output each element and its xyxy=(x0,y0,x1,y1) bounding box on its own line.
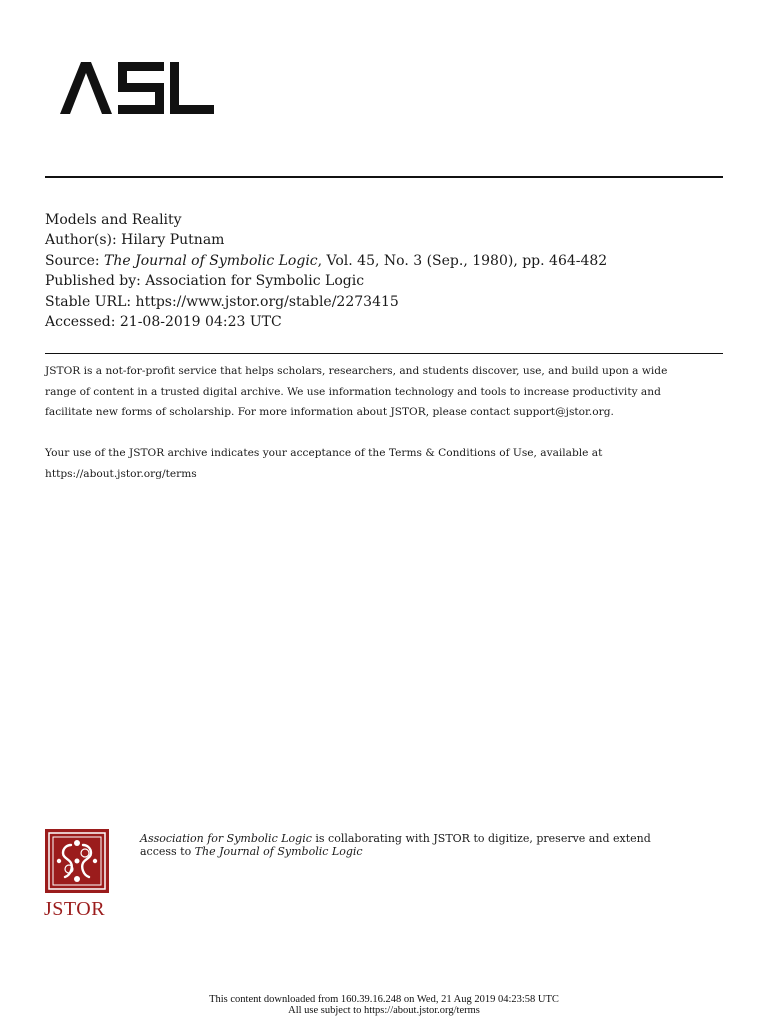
collab-journal: The Journal of Symbolic Logic xyxy=(194,845,363,858)
terms-notice-paragraph xyxy=(45,443,723,484)
notice-line: range of content in a trusted digital archive. We use information technology and tools to increase productivity and xyxy=(45,385,661,398)
jstor-emblem-icon xyxy=(45,829,109,893)
stable-url-link[interactable]: https://www.jstor.org/stable/2273415 xyxy=(135,293,399,310)
terms-link[interactable]: https://about.jstor.org/terms xyxy=(45,467,197,480)
accessed-line xyxy=(45,312,723,332)
authors-line xyxy=(45,230,723,250)
published-label: Published by: xyxy=(45,273,141,290)
article-metadata xyxy=(45,210,723,332)
collab-org: Association for Symbolic Logic xyxy=(140,832,312,845)
source-detail: , Vol. 45, No. 3 (Sep., 1980), pp. 464-482 xyxy=(317,252,608,269)
publisher-value[interactable]: Association for Symbolic Logic xyxy=(145,273,365,290)
collab-text-2: access to xyxy=(140,845,195,858)
collab-text-1: is collaborating with JSTOR to digitize, preserve and extend xyxy=(311,832,651,845)
collab-line-2 xyxy=(140,845,740,858)
footer-line-1: This content downloaded from 160.39.16.248 on Wed, 21 Aug 2019 04:23:58 UTC xyxy=(209,994,559,1005)
accessed-value: 21-08-2019 04:23 UTC xyxy=(119,314,282,331)
notice-line: Your use of the JSTOR archive indicates your acceptance of the Terms & Conditions of Use, available at xyxy=(45,447,603,459)
publisher-line xyxy=(45,271,723,291)
download-footer xyxy=(0,994,768,1016)
footer-line-2: All use subject to https://about.jstor.org/terms xyxy=(288,1005,480,1016)
notice-line: facilitate new forms of scholarship. For more information about JSTOR, please contact support@jstor.org. xyxy=(45,406,614,418)
notice-rule xyxy=(45,353,723,354)
source-journal[interactable]: The Journal of Symbolic Logic xyxy=(104,252,318,269)
jstor-wordmark: JSTOR xyxy=(44,898,106,920)
stable-url-line xyxy=(45,292,723,312)
source-label: Source: xyxy=(45,252,100,269)
authors-value: Hilary Putnam xyxy=(121,232,225,249)
collaboration-statement xyxy=(140,832,740,858)
collab-line-1 xyxy=(140,832,740,845)
jstor-emblem xyxy=(45,829,109,893)
asl-logo xyxy=(58,58,216,118)
source-line xyxy=(45,251,723,271)
jstor-notice-paragraph xyxy=(45,361,723,423)
article-title: Models and Reality xyxy=(45,212,182,228)
stable-url-label: Stable URL: xyxy=(45,293,132,310)
notice-line: JSTOR is a not-for-profit service that helps scholars, researchers, and students discover, use, and build upon a wide xyxy=(45,365,668,377)
accessed-label: Accessed: xyxy=(45,314,116,331)
header-rule xyxy=(45,176,723,178)
asl-logo-icon xyxy=(58,58,216,118)
authors-label: Author(s): xyxy=(45,232,117,249)
